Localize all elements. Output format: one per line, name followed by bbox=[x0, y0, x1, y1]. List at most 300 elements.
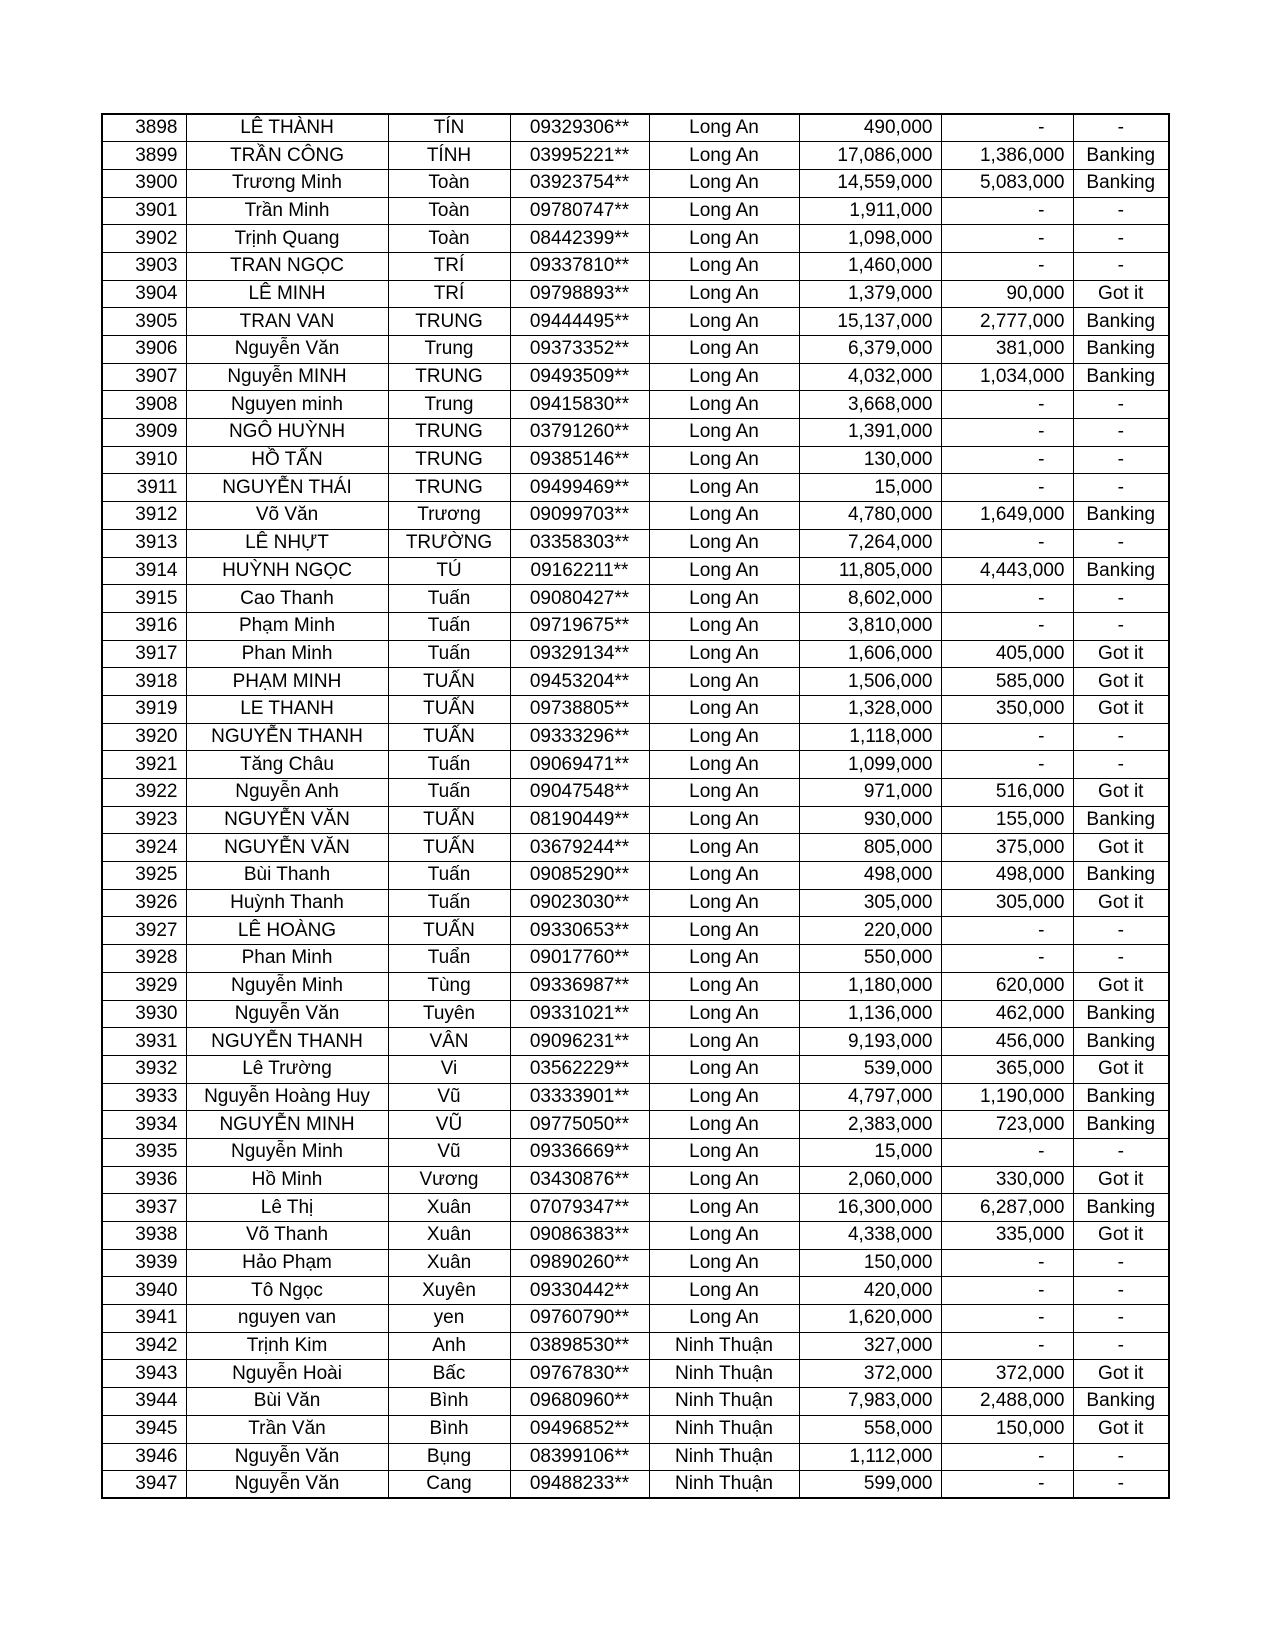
payment-status-cell: - bbox=[1073, 114, 1169, 142]
table-row bbox=[102, 280, 1169, 308]
row-number-cell: 3931 bbox=[102, 1028, 186, 1056]
total-amount-cell: 4,032,000 bbox=[799, 363, 941, 391]
province-cell: Long An bbox=[649, 446, 799, 474]
payment-status-cell: Banking bbox=[1073, 336, 1169, 364]
row-number-cell: 3903 bbox=[102, 252, 186, 280]
total-amount-cell: 327,000 bbox=[799, 1332, 941, 1360]
paid-amount-cell: - bbox=[941, 1305, 1073, 1333]
given-name-cell: TUẤN bbox=[388, 668, 510, 696]
payment-status-cell: Banking bbox=[1073, 806, 1169, 834]
paid-amount-cell: - bbox=[941, 197, 1073, 225]
row-number-cell: 3907 bbox=[102, 363, 186, 391]
paid-amount-cell: 375,000 bbox=[941, 834, 1073, 862]
surname-name-cell: Bùi Văn bbox=[186, 1388, 388, 1416]
payment-status-cell: Banking bbox=[1073, 502, 1169, 530]
province-cell: Long An bbox=[649, 169, 799, 197]
total-amount-cell: 1,460,000 bbox=[799, 252, 941, 280]
phone-number-cell: 09798893** bbox=[510, 280, 649, 308]
total-amount-cell: 14,559,000 bbox=[799, 169, 941, 197]
total-amount-cell: 4,797,000 bbox=[799, 1083, 941, 1111]
table-row bbox=[102, 1055, 1169, 1083]
table-row bbox=[102, 114, 1169, 142]
total-amount-cell: 15,000 bbox=[799, 1138, 941, 1166]
row-number-cell: 3947 bbox=[102, 1471, 186, 1499]
payment-status-cell: Got it bbox=[1073, 1222, 1169, 1250]
total-amount-cell: 2,060,000 bbox=[799, 1166, 941, 1194]
paid-amount-cell: 90,000 bbox=[941, 280, 1073, 308]
surname-name-cell: nguyen van bbox=[186, 1305, 388, 1333]
province-cell: Long An bbox=[649, 502, 799, 530]
row-number-cell: 3925 bbox=[102, 862, 186, 890]
given-name-cell: TRUNG bbox=[388, 446, 510, 474]
total-amount-cell: 1,328,000 bbox=[799, 695, 941, 723]
table-row bbox=[102, 1222, 1169, 1250]
province-cell: Long An bbox=[649, 419, 799, 447]
table-row bbox=[102, 1332, 1169, 1360]
phone-number-cell: 09080427** bbox=[510, 585, 649, 613]
table-row bbox=[102, 779, 1169, 807]
total-amount-cell: 1,118,000 bbox=[799, 723, 941, 751]
row-number-cell: 3942 bbox=[102, 1332, 186, 1360]
phone-number-cell: 09890260** bbox=[510, 1249, 649, 1277]
row-number-cell: 3933 bbox=[102, 1083, 186, 1111]
row-number-cell: 3926 bbox=[102, 889, 186, 917]
paid-amount-cell: - bbox=[941, 114, 1073, 142]
phone-number-cell: 09499469** bbox=[510, 474, 649, 502]
row-number-cell: 3916 bbox=[102, 612, 186, 640]
table-row bbox=[102, 557, 1169, 585]
phone-number-cell: 09738805** bbox=[510, 695, 649, 723]
payment-status-cell: Banking bbox=[1073, 169, 1169, 197]
total-amount-cell: 11,805,000 bbox=[799, 557, 941, 585]
row-number-cell: 3921 bbox=[102, 751, 186, 779]
surname-name-cell: TRAN VAN bbox=[186, 308, 388, 336]
given-name-cell: TUẤN bbox=[388, 917, 510, 945]
table-row bbox=[102, 446, 1169, 474]
total-amount-cell: 490,000 bbox=[799, 114, 941, 142]
row-number-cell: 3917 bbox=[102, 640, 186, 668]
paid-amount-cell: 365,000 bbox=[941, 1055, 1073, 1083]
surname-name-cell: Bùi Thanh bbox=[186, 862, 388, 890]
paid-amount-cell: 462,000 bbox=[941, 1000, 1073, 1028]
payment-status-cell: - bbox=[1073, 225, 1169, 253]
phone-number-cell: 09493509** bbox=[510, 363, 649, 391]
total-amount-cell: 130,000 bbox=[799, 446, 941, 474]
table-row bbox=[102, 1471, 1169, 1499]
total-amount-cell: 1,911,000 bbox=[799, 197, 941, 225]
payment-status-cell: - bbox=[1073, 945, 1169, 973]
payment-status-cell: Got it bbox=[1073, 972, 1169, 1000]
paid-amount-cell: - bbox=[941, 529, 1073, 557]
table-row bbox=[102, 169, 1169, 197]
province-cell: Long An bbox=[649, 114, 799, 142]
paid-amount-cell: 330,000 bbox=[941, 1166, 1073, 1194]
total-amount-cell: 420,000 bbox=[799, 1277, 941, 1305]
row-number-cell: 3941 bbox=[102, 1305, 186, 1333]
paid-amount-cell: - bbox=[941, 391, 1073, 419]
row-number-cell: 3940 bbox=[102, 1277, 186, 1305]
payment-status-cell: - bbox=[1073, 197, 1169, 225]
payment-status-cell: Got it bbox=[1073, 1415, 1169, 1443]
paid-amount-cell: 155,000 bbox=[941, 806, 1073, 834]
paid-amount-cell: 1,034,000 bbox=[941, 363, 1073, 391]
paid-amount-cell: 335,000 bbox=[941, 1222, 1073, 1250]
surname-name-cell: Nguyễn Minh bbox=[186, 1138, 388, 1166]
table-row bbox=[102, 502, 1169, 530]
province-cell: Long An bbox=[649, 1055, 799, 1083]
total-amount-cell: 150,000 bbox=[799, 1249, 941, 1277]
total-amount-cell: 539,000 bbox=[799, 1055, 941, 1083]
payment-status-cell: Banking bbox=[1073, 1388, 1169, 1416]
table-row bbox=[102, 1138, 1169, 1166]
phone-number-cell: 09017760** bbox=[510, 945, 649, 973]
total-amount-cell: 971,000 bbox=[799, 779, 941, 807]
table-row bbox=[102, 1166, 1169, 1194]
payment-status-cell: - bbox=[1073, 1332, 1169, 1360]
given-name-cell: Tuấn bbox=[388, 862, 510, 890]
paid-amount-cell: - bbox=[941, 1443, 1073, 1471]
row-number-cell: 3938 bbox=[102, 1222, 186, 1250]
phone-number-cell: 09331021** bbox=[510, 1000, 649, 1028]
surname-name-cell: LÊ THÀNH bbox=[186, 114, 388, 142]
row-number-cell: 3908 bbox=[102, 391, 186, 419]
given-name-cell: Toàn bbox=[388, 169, 510, 197]
payment-status-cell: Got it bbox=[1073, 1360, 1169, 1388]
given-name-cell: Cang bbox=[388, 1471, 510, 1499]
paid-amount-cell: 585,000 bbox=[941, 668, 1073, 696]
payment-status-cell: - bbox=[1073, 723, 1169, 751]
province-cell: Long An bbox=[649, 1111, 799, 1139]
province-cell: Long An bbox=[649, 391, 799, 419]
given-name-cell: Tuấn bbox=[388, 612, 510, 640]
row-number-cell: 3936 bbox=[102, 1166, 186, 1194]
surname-name-cell: Hảo Phạm bbox=[186, 1249, 388, 1277]
surname-name-cell: Phạm Minh bbox=[186, 612, 388, 640]
surname-name-cell: Cao Thanh bbox=[186, 585, 388, 613]
province-cell: Long An bbox=[649, 1166, 799, 1194]
province-cell: Long An bbox=[649, 917, 799, 945]
table-row bbox=[102, 806, 1169, 834]
province-cell: Long An bbox=[649, 1000, 799, 1028]
phone-number-cell: 09023030** bbox=[510, 889, 649, 917]
surname-name-cell: NGUYỄN MINH bbox=[186, 1111, 388, 1139]
data-table bbox=[101, 113, 1170, 1499]
surname-name-cell: NGUYỄN THÁI bbox=[186, 474, 388, 502]
surname-name-cell: TRAN NGỌC bbox=[186, 252, 388, 280]
province-cell: Long An bbox=[649, 363, 799, 391]
phone-number-cell: 09780747** bbox=[510, 197, 649, 225]
phone-number-cell: 03995221** bbox=[510, 142, 649, 170]
total-amount-cell: 930,000 bbox=[799, 806, 941, 834]
table-row bbox=[102, 1388, 1169, 1416]
phone-number-cell: 03358303** bbox=[510, 529, 649, 557]
payment-status-cell: - bbox=[1073, 1249, 1169, 1277]
row-number-cell: 3946 bbox=[102, 1443, 186, 1471]
surname-name-cell: Trịnh Quang bbox=[186, 225, 388, 253]
table-row bbox=[102, 1028, 1169, 1056]
table-row bbox=[102, 336, 1169, 364]
given-name-cell: TRÍ bbox=[388, 252, 510, 280]
phone-number-cell: 03898530** bbox=[510, 1332, 649, 1360]
payment-status-cell: - bbox=[1073, 1471, 1169, 1499]
given-name-cell: Vương bbox=[388, 1166, 510, 1194]
payment-status-cell: - bbox=[1073, 917, 1169, 945]
payment-status-cell: Got it bbox=[1073, 1055, 1169, 1083]
paid-amount-cell: - bbox=[941, 225, 1073, 253]
payment-status-cell: Got it bbox=[1073, 668, 1169, 696]
given-name-cell: Bình bbox=[388, 1388, 510, 1416]
given-name-cell: Tuấn bbox=[388, 640, 510, 668]
surname-name-cell: Nguyễn Anh bbox=[186, 779, 388, 807]
payment-status-cell: - bbox=[1073, 391, 1169, 419]
payment-status-cell: Banking bbox=[1073, 308, 1169, 336]
table-row bbox=[102, 197, 1169, 225]
phone-number-cell: 09767830** bbox=[510, 1360, 649, 1388]
surname-name-cell: NGUYỄN THANH bbox=[186, 723, 388, 751]
payment-status-cell: Banking bbox=[1073, 862, 1169, 890]
paid-amount-cell: 6,287,000 bbox=[941, 1194, 1073, 1222]
total-amount-cell: 220,000 bbox=[799, 917, 941, 945]
total-amount-cell: 599,000 bbox=[799, 1471, 941, 1499]
province-cell: Long An bbox=[649, 1277, 799, 1305]
payment-status-cell: - bbox=[1073, 585, 1169, 613]
given-name-cell: Bụng bbox=[388, 1443, 510, 1471]
payment-status-cell: Got it bbox=[1073, 640, 1169, 668]
surname-name-cell: PHẠM MINH bbox=[186, 668, 388, 696]
row-number-cell: 3928 bbox=[102, 945, 186, 973]
table-row bbox=[102, 391, 1169, 419]
surname-name-cell: Phan Minh bbox=[186, 945, 388, 973]
surname-name-cell: Nguyễn Văn bbox=[186, 336, 388, 364]
table-row bbox=[102, 723, 1169, 751]
total-amount-cell: 15,137,000 bbox=[799, 308, 941, 336]
phone-number-cell: 08442399** bbox=[510, 225, 649, 253]
surname-name-cell: Lê Trường bbox=[186, 1055, 388, 1083]
paid-amount-cell: 5,083,000 bbox=[941, 169, 1073, 197]
phone-number-cell: 09336669** bbox=[510, 1138, 649, 1166]
phone-number-cell: 09680960** bbox=[510, 1388, 649, 1416]
province-cell: Long An bbox=[649, 280, 799, 308]
row-number-cell: 3937 bbox=[102, 1194, 186, 1222]
province-cell: Long An bbox=[649, 142, 799, 170]
total-amount-cell: 1,620,000 bbox=[799, 1305, 941, 1333]
paid-amount-cell: - bbox=[941, 1471, 1073, 1499]
given-name-cell: VŨ bbox=[388, 1111, 510, 1139]
given-name-cell: VÂN bbox=[388, 1028, 510, 1056]
table-row bbox=[102, 1111, 1169, 1139]
phone-number-cell: 09329306** bbox=[510, 114, 649, 142]
surname-name-cell: TRẦN CÔNG bbox=[186, 142, 388, 170]
row-number-cell: 3910 bbox=[102, 446, 186, 474]
given-name-cell: Tuấn bbox=[388, 779, 510, 807]
total-amount-cell: 7,264,000 bbox=[799, 529, 941, 557]
table-row bbox=[102, 889, 1169, 917]
table-row bbox=[102, 363, 1169, 391]
province-cell: Long An bbox=[649, 834, 799, 862]
surname-name-cell: HUỲNH NGỌC bbox=[186, 557, 388, 585]
given-name-cell: TRƯỜNG bbox=[388, 529, 510, 557]
given-name-cell: TÚ bbox=[388, 557, 510, 585]
payment-status-cell: Got it bbox=[1073, 779, 1169, 807]
given-name-cell: Tuyên bbox=[388, 1000, 510, 1028]
total-amount-cell: 4,338,000 bbox=[799, 1222, 941, 1250]
table-row bbox=[102, 640, 1169, 668]
phone-number-cell: 09069471** bbox=[510, 751, 649, 779]
surname-name-cell: Nguyen minh bbox=[186, 391, 388, 419]
total-amount-cell: 1,606,000 bbox=[799, 640, 941, 668]
row-number-cell: 3927 bbox=[102, 917, 186, 945]
payment-status-cell: Banking bbox=[1073, 363, 1169, 391]
phone-number-cell: 03562229** bbox=[510, 1055, 649, 1083]
surname-name-cell: Nguyễn Văn bbox=[186, 1443, 388, 1471]
given-name-cell: Xuân bbox=[388, 1249, 510, 1277]
row-number-cell: 3945 bbox=[102, 1415, 186, 1443]
province-cell: Long An bbox=[649, 474, 799, 502]
table-row bbox=[102, 1194, 1169, 1222]
phone-number-cell: 08399106** bbox=[510, 1443, 649, 1471]
surname-name-cell: Hồ Minh bbox=[186, 1166, 388, 1194]
table-row bbox=[102, 1277, 1169, 1305]
total-amount-cell: 3,668,000 bbox=[799, 391, 941, 419]
table-row bbox=[102, 585, 1169, 613]
row-number-cell: 3912 bbox=[102, 502, 186, 530]
surname-name-cell: Trương Minh bbox=[186, 169, 388, 197]
paid-amount-cell: 516,000 bbox=[941, 779, 1073, 807]
total-amount-cell: 1,379,000 bbox=[799, 280, 941, 308]
row-number-cell: 3899 bbox=[102, 142, 186, 170]
payment-status-cell: - bbox=[1073, 419, 1169, 447]
payment-status-cell: Banking bbox=[1073, 1111, 1169, 1139]
given-name-cell: Bấc bbox=[388, 1360, 510, 1388]
province-cell: Long An bbox=[649, 668, 799, 696]
table-row bbox=[102, 308, 1169, 336]
phone-number-cell: 03333901** bbox=[510, 1083, 649, 1111]
given-name-cell: Tuẩn bbox=[388, 945, 510, 973]
table-row bbox=[102, 1443, 1169, 1471]
surname-name-cell: LE THANH bbox=[186, 695, 388, 723]
paid-amount-cell: 2,777,000 bbox=[941, 308, 1073, 336]
phone-number-cell: 09444495** bbox=[510, 308, 649, 336]
given-name-cell: Trung bbox=[388, 336, 510, 364]
paid-amount-cell: 405,000 bbox=[941, 640, 1073, 668]
payment-status-cell: Banking bbox=[1073, 557, 1169, 585]
row-number-cell: 3904 bbox=[102, 280, 186, 308]
row-number-cell: 3901 bbox=[102, 197, 186, 225]
table-row bbox=[102, 1305, 1169, 1333]
row-number-cell: 3915 bbox=[102, 585, 186, 613]
phone-number-cell: 09329134** bbox=[510, 640, 649, 668]
paid-amount-cell: - bbox=[941, 1249, 1073, 1277]
surname-name-cell: Nguyễn MINH bbox=[186, 363, 388, 391]
total-amount-cell: 1,136,000 bbox=[799, 1000, 941, 1028]
table-row bbox=[102, 695, 1169, 723]
phone-number-cell: 09099703** bbox=[510, 502, 649, 530]
total-amount-cell: 1,112,000 bbox=[799, 1443, 941, 1471]
payment-status-cell: Got it bbox=[1073, 695, 1169, 723]
phone-number-cell: 09336987** bbox=[510, 972, 649, 1000]
province-cell: Long An bbox=[649, 945, 799, 973]
table-row bbox=[102, 1249, 1169, 1277]
province-cell: Long An bbox=[649, 751, 799, 779]
province-cell: Long An bbox=[649, 585, 799, 613]
surname-name-cell: NGÔ HUỲNH bbox=[186, 419, 388, 447]
province-cell: Long An bbox=[649, 1305, 799, 1333]
row-number-cell: 3919 bbox=[102, 695, 186, 723]
given-name-cell: Tuấn bbox=[388, 585, 510, 613]
payment-status-cell: - bbox=[1073, 1443, 1169, 1471]
row-number-cell: 3929 bbox=[102, 972, 186, 1000]
paid-amount-cell: 498,000 bbox=[941, 862, 1073, 890]
payment-status-cell: Banking bbox=[1073, 1028, 1169, 1056]
table-row bbox=[102, 917, 1169, 945]
surname-name-cell: Trần Văn bbox=[186, 1415, 388, 1443]
paid-amount-cell: - bbox=[941, 723, 1073, 751]
total-amount-cell: 805,000 bbox=[799, 834, 941, 862]
given-name-cell: Tuấn bbox=[388, 751, 510, 779]
paid-amount-cell: - bbox=[941, 252, 1073, 280]
payment-status-cell: - bbox=[1073, 1138, 1169, 1166]
total-amount-cell: 1,098,000 bbox=[799, 225, 941, 253]
surname-name-cell: Võ Văn bbox=[186, 502, 388, 530]
phone-number-cell: 09373352** bbox=[510, 336, 649, 364]
row-number-cell: 3920 bbox=[102, 723, 186, 751]
row-number-cell: 3924 bbox=[102, 834, 186, 862]
surname-name-cell: NGUYỄN THANH bbox=[186, 1028, 388, 1056]
province-cell: Long An bbox=[649, 640, 799, 668]
phone-number-cell: 09775050** bbox=[510, 1111, 649, 1139]
paid-amount-cell: - bbox=[941, 917, 1073, 945]
total-amount-cell: 16,300,000 bbox=[799, 1194, 941, 1222]
row-number-cell: 3918 bbox=[102, 668, 186, 696]
given-name-cell: TUẤN bbox=[388, 695, 510, 723]
surname-name-cell: Nguyễn Hoàng Huy bbox=[186, 1083, 388, 1111]
given-name-cell: Toàn bbox=[388, 225, 510, 253]
province-cell: Long An bbox=[649, 723, 799, 751]
given-name-cell: Trương bbox=[388, 502, 510, 530]
province-cell: Long An bbox=[649, 225, 799, 253]
phone-number-cell: 03430876** bbox=[510, 1166, 649, 1194]
paid-amount-cell: - bbox=[941, 446, 1073, 474]
row-number-cell: 3935 bbox=[102, 1138, 186, 1166]
table-row bbox=[102, 419, 1169, 447]
paid-amount-cell: 305,000 bbox=[941, 889, 1073, 917]
province-cell: Ninh Thuận bbox=[649, 1415, 799, 1443]
table-row bbox=[102, 1360, 1169, 1388]
phone-number-cell: 09760790** bbox=[510, 1305, 649, 1333]
province-cell: Long An bbox=[649, 336, 799, 364]
row-number-cell: 3902 bbox=[102, 225, 186, 253]
row-number-cell: 3905 bbox=[102, 308, 186, 336]
phone-number-cell: 07079347** bbox=[510, 1194, 649, 1222]
phone-number-cell: 09337810** bbox=[510, 252, 649, 280]
table-row bbox=[102, 1083, 1169, 1111]
payment-status-cell: - bbox=[1073, 751, 1169, 779]
table-row bbox=[102, 612, 1169, 640]
payment-status-cell: - bbox=[1073, 1305, 1169, 1333]
table-row bbox=[102, 142, 1169, 170]
given-name-cell: TUẤN bbox=[388, 806, 510, 834]
payment-status-cell: Got it bbox=[1073, 834, 1169, 862]
surname-name-cell: Phan Minh bbox=[186, 640, 388, 668]
surname-name-cell: HỒ TẤN bbox=[186, 446, 388, 474]
payment-status-cell: - bbox=[1073, 529, 1169, 557]
surname-name-cell: NGUYỄN VĂN bbox=[186, 806, 388, 834]
payment-status-cell: Banking bbox=[1073, 1083, 1169, 1111]
surname-name-cell: Trịnh Kim bbox=[186, 1332, 388, 1360]
total-amount-cell: 4,780,000 bbox=[799, 502, 941, 530]
given-name-cell: Tùng bbox=[388, 972, 510, 1000]
row-number-cell: 3932 bbox=[102, 1055, 186, 1083]
